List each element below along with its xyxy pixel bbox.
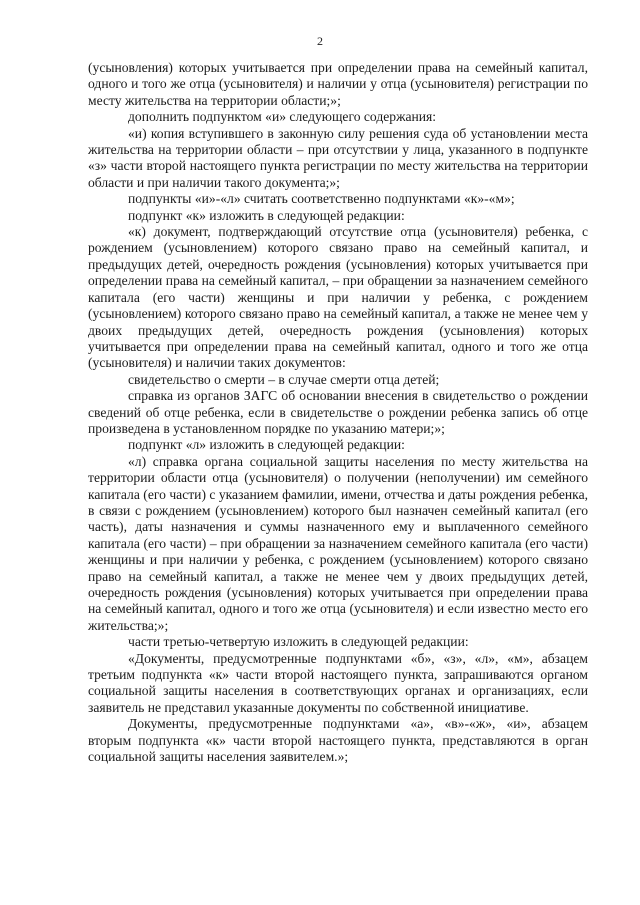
paragraph-amendment-k: подпункт «к» изложить в следующей редакции:	[128, 207, 405, 223]
paragraph-renumbering: подпункты «и»-«л» считать соответственно подпунктами «к»-«м»;	[128, 191, 515, 207]
paragraph-subpoint-k: «к) документ, подтверждающий отсутствие отца (усыновителя) ребенка, с рождением (усыновлением) которого связано право на семейный капитал, и предыдущих детей, очередность рождения (усыновления) которых учитывается при определении права на семейный капитал, – при обращении за назначением семейного капитала (его части) женщины и при наличии у ребенка, с рождением (усыновлением) которого связано право на семейный капитал, а также не менее чем у двоих предыдущих детей, очередность рождения (усыновления) которых учитывается при определении права на семейный капитал, одного и того же отца (усыновителя) и наличии таких документов:	[88, 224, 588, 371]
paragraph-amendment-add-i: дополнить подпунктом «и» следующего содержания:	[128, 109, 437, 125]
paragraph-amendment-parts: части третью-четвертую изложить в следующей редакции:	[128, 634, 469, 650]
paragraph-subpoint-i: «и) копия вступившего в законную силу решения суда об установлении места жительства на территории области – при отсутствии у лица, указанного в подпункте «з» части второй настоящего пункта регистрации по месту жительства на территории области и при наличии такого документа;»;	[88, 125, 588, 190]
paragraph-applicant-documents: Документы, предусмотренные подпунктами «а», «в»-«ж», «и», абзацем вторым подпункта «к» части второй настоящего пункта, представляются в орган социальной защиты населения заявителем.»;	[88, 716, 588, 765]
paragraph-subpoint-l: «л) справка органа социальной защиты населения по месту жительства на территории области отца (усыновителя) о получении (неполучении) им семейного капитала (его части) с указанием фамилии, имени, отчества и даты рождения ребенка, в связи с рождением (усыновлением) которого был назначен семейный капитал (его часть), даты назначения и суммы назначенного ему и выплаченного семейного капитала (его части) – при обращении за назначением семейного капитала (его части) женщины и при наличии у ребенка, с рождением (усыновлением) которого связано право на семейный капитал, а также не менее чем у двоих предыдущих детей, очередность рождения (усыновления) которых учитывается при определении права на семейный капитал, одного и того же отца (усыновителя) и если известно место его жительства;»;	[88, 453, 588, 633]
paragraph-zags-certificate: справка из органов ЗАГС об основании внесения в свидетельство о рождении сведений об отце ребенка, если в свидетельстве о рождении ребенка запись об отце произведена в установленном порядке по указанию матери;»;	[88, 388, 588, 436]
document-body	[88, 60, 588, 765]
page-number: 2	[317, 34, 323, 48]
paragraph-continuation: (усыновления) которых учитывается при определении права на семейный капитал, одного и того же отца (усыновителя) и наличии у отца (усыновителя) регистрации по месту жительства на территории области;»;	[88, 60, 588, 108]
paragraph-amendment-l: подпункт «л» изложить в следующей редакции:	[128, 437, 405, 453]
paragraph-death-certificate: свидетельство о смерти – в случае смерти отца детей;	[128, 371, 440, 387]
paragraph-requested-documents: «Документы, предусмотренные подпунктами «б», «з», «л», «м», абзацем третьим подпункта «к» части второй настоящего пункта, запрашиваются органом социальной защиты населения в соответствующих органах и организациях, если заявитель не представил указанные документы по собственной инициативе.	[88, 650, 588, 715]
